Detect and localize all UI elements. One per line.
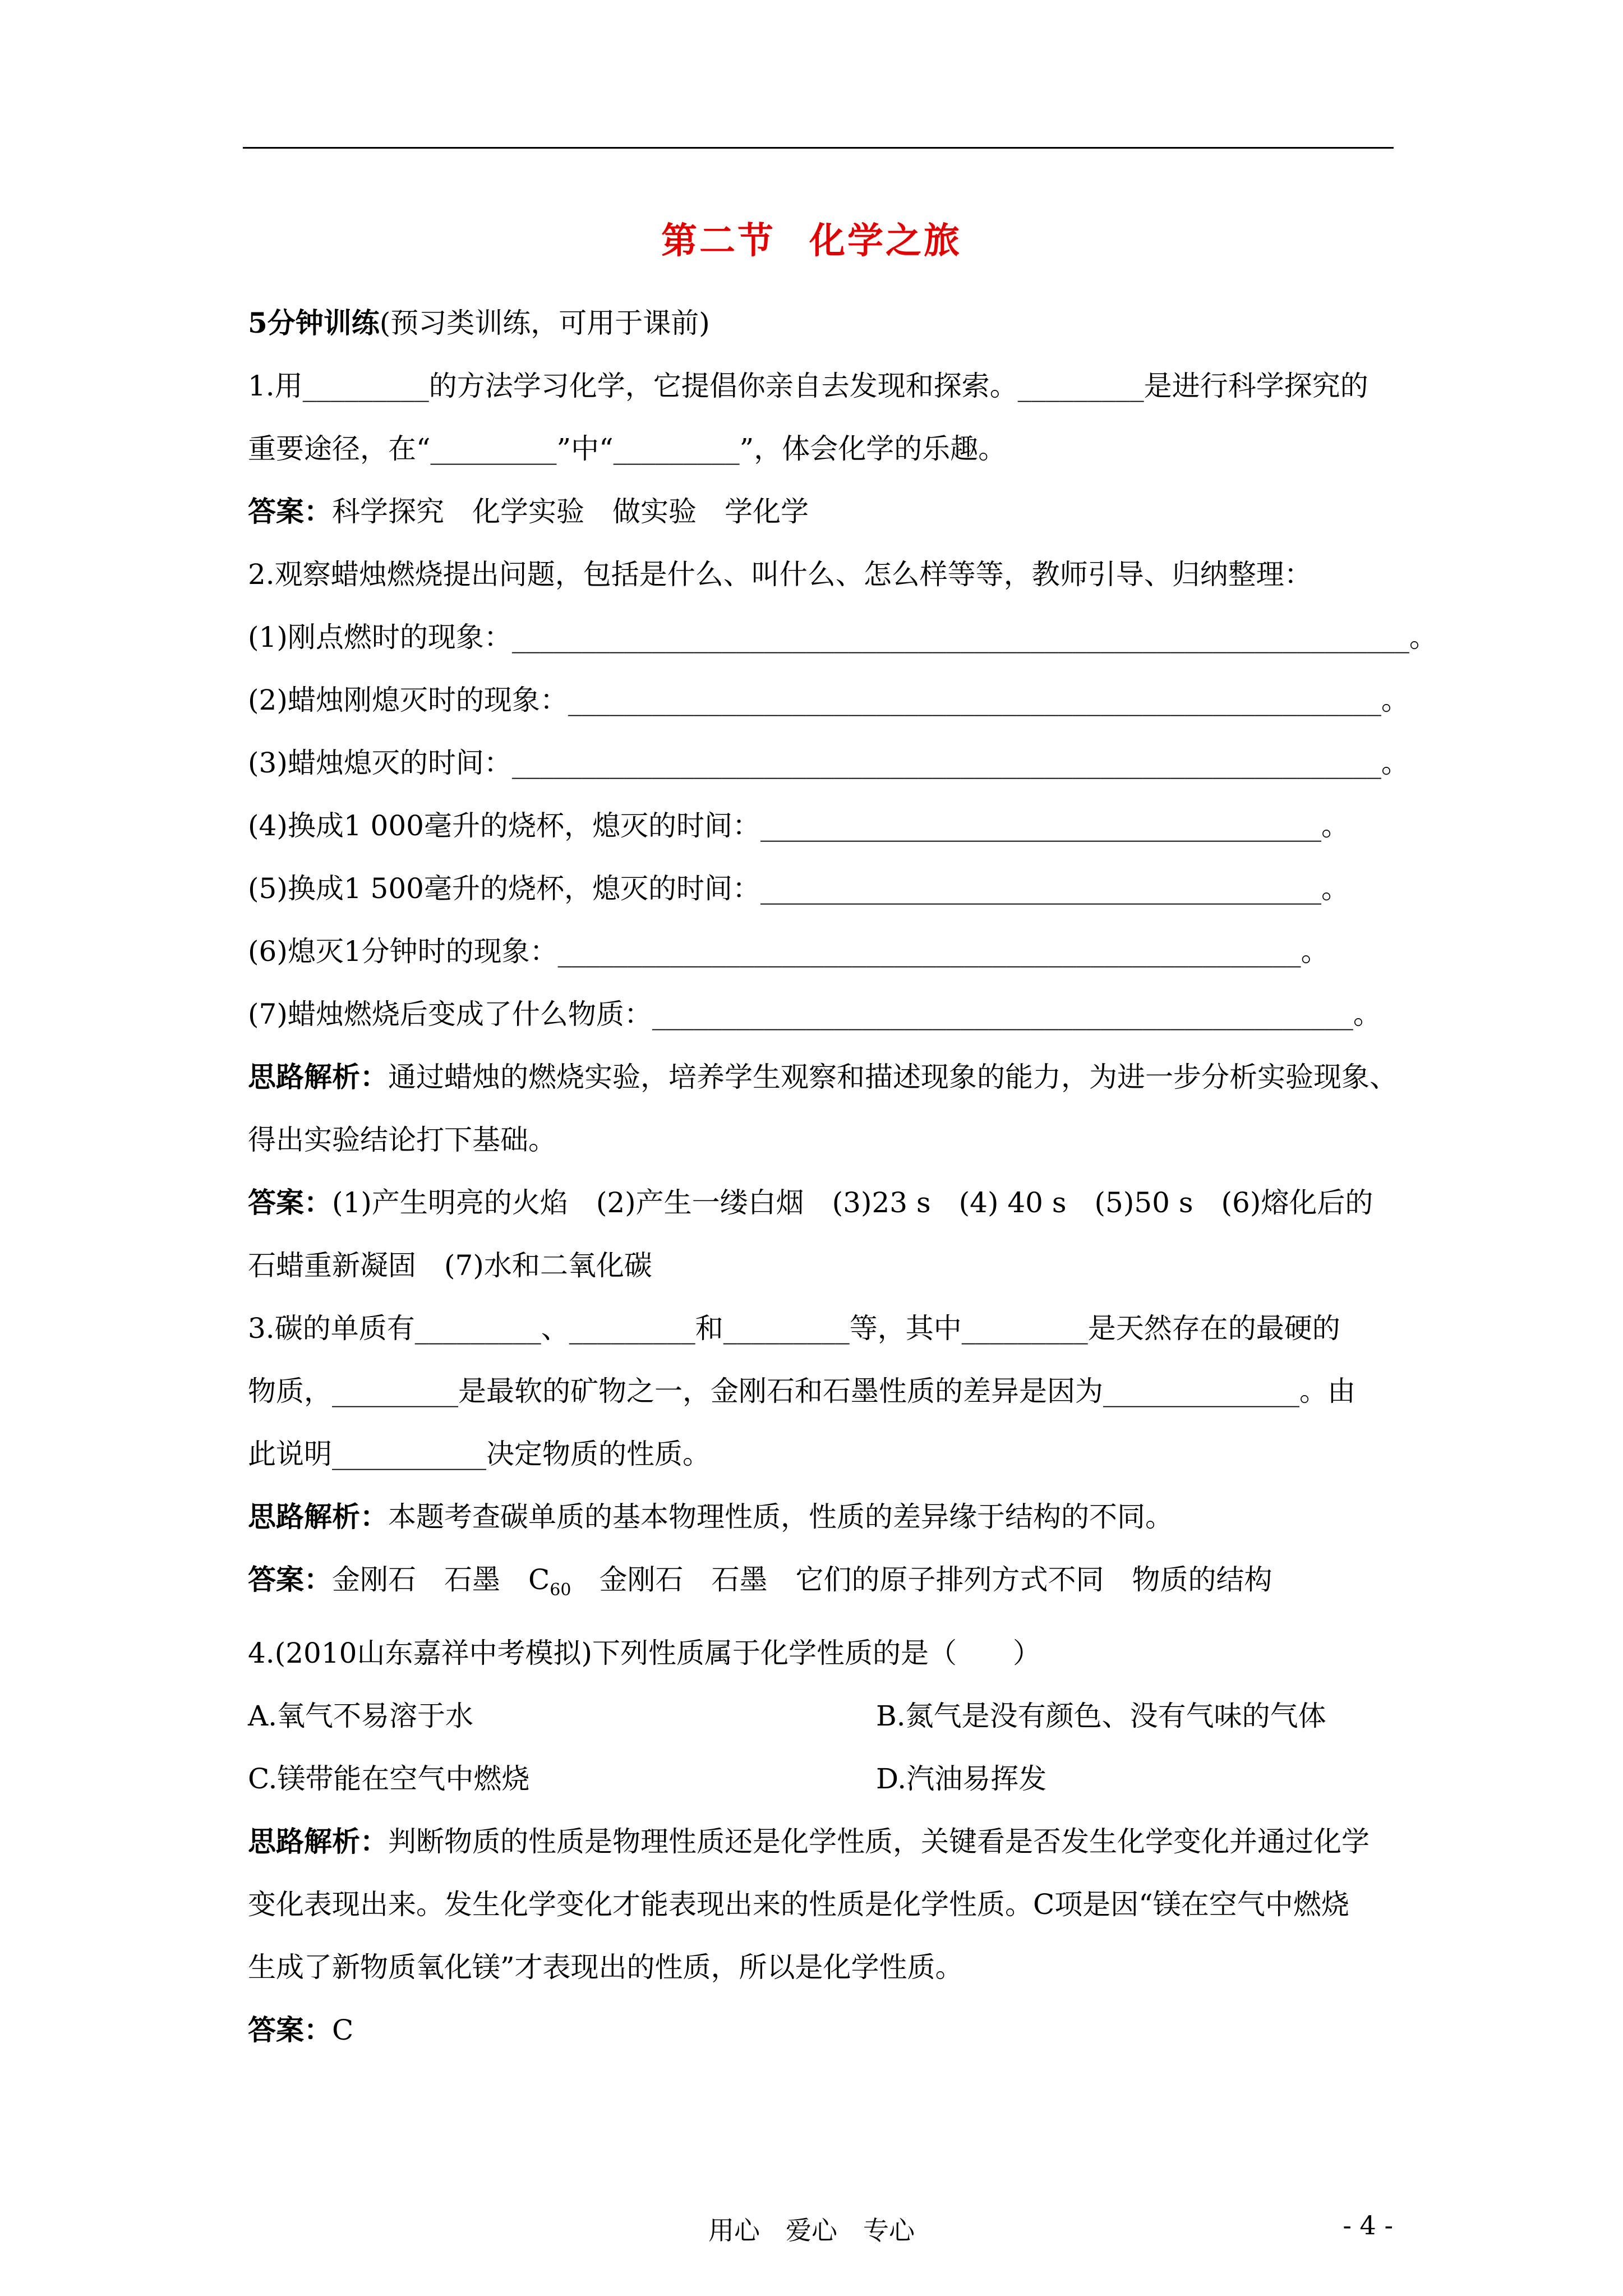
answer-label: 答案： — [248, 1186, 332, 1219]
question-1-line-1: 1.用_________的方法学习化学，它提倡你亲自去发现和探索。_________是进行科学探究的 — [248, 370, 1368, 402]
answer-text: 科学探究 化学实验 做实验 学化学 — [332, 495, 809, 528]
question-1-line-2: 重要途径，在“_________”中“_________”，体会化学的乐趣。 — [248, 432, 1007, 465]
answer-label: 答案： — [248, 1563, 332, 1596]
analysis-2-line-2: 得出实验结论打下基础。 — [248, 1124, 556, 1156]
answer-text: (1)产生明亮的火焰 (2)产生一缕白烟 (3)23 s (4) 40 s (5)50 s (6)熔化后的 — [332, 1186, 1373, 1219]
analysis-text: 本题考查碳单质的基本物理性质，性质的差异缘于结构的不同。 — [388, 1501, 1173, 1533]
section-heading — [248, 292, 1386, 355]
option-a: A.氧气不易溶于水 — [248, 1700, 474, 1732]
question-4-stem: 4.(2010山东嘉祥中考模拟)下列性质属于化学性质的是（ ） — [248, 1637, 1041, 1669]
title-section-name: 化学之旅 — [809, 220, 962, 262]
document-body — [248, 292, 1437, 2062]
answer-4 — [248, 1999, 1386, 2062]
analysis-text: 判断物质的性质是物理性质还是化学性质，关键看是否发生化学变化并通过化学 — [388, 1825, 1370, 1858]
analysis-text: 通过蜡烛的燃烧实验，培养学生观察和描述现象的能力，为进一步分析实验现象、 — [388, 1061, 1398, 1093]
analysis-4-line-2: 变化表现出来。发生化学变化才能表现出来的性质是化学性质。C项是因“镁在空气中燃烧 — [248, 1888, 1349, 1921]
analysis-3 — [248, 1485, 1386, 1548]
title-section-number: 第二节 — [661, 220, 776, 262]
question-2-item-4: (4)换成1 000毫升的烧杯，熄灭的时间：________________________________________。 — [248, 809, 1349, 842]
analysis-2-line-1 — [248, 1046, 1398, 1108]
question-3-line-2: 物质，_________是最软的矿物之一，金刚石和石墨性质的差异是因为______________。由 — [248, 1375, 1355, 1407]
page-number: - 4 - — [1343, 2210, 1393, 2240]
answer-text-post: 金刚石 石墨 它们的原子排列方式不同 物质的结构 — [571, 1563, 1272, 1596]
page-title — [0, 212, 1623, 264]
option-b: B.氮气是没有颜色、没有气味的气体 — [876, 1700, 1326, 1732]
question-2-item-7: (7)蜡烛燃烧后变成了什么物质：__________________________________________________。 — [248, 998, 1381, 1030]
question-4-options-row-2 — [248, 1747, 1386, 1810]
footer-motto: 用心 爱心 专心 — [708, 2215, 915, 2246]
question-2-item-1: (1)刚点燃时的现象：________________________________________________________________。 — [248, 621, 1437, 654]
analysis-label: 思路解析： — [248, 1060, 388, 1093]
section-heading-note: (预习类训练，可用于课前) — [379, 307, 710, 339]
answer-3 — [248, 1548, 1386, 1622]
option-d: D.汽油易挥发 — [876, 1763, 1047, 1795]
analysis-4-line-1 — [248, 1810, 1386, 1873]
header-rule — [243, 147, 1394, 149]
c60-subscript: 60 — [550, 1580, 571, 1600]
question-2-item-2: (2)蜡烛刚熄灭时的现象：__________________________________________________________。 — [248, 684, 1409, 716]
section-heading-bold: 5分钟训练 — [248, 306, 380, 339]
question-2-item-3: (3)蜡烛熄灭的时间：______________________________________________________________。 — [248, 747, 1409, 779]
answer-label: 答案： — [248, 2013, 332, 2046]
answer-label: 答案： — [248, 495, 332, 528]
answer-2-line-1 — [248, 1171, 1386, 1234]
question-3-line-3: 此说明___________决定物质的性质。 — [248, 1438, 711, 1470]
question-2-item-6: (6)熄灭1分钟时的现象：_____________________________________________________。 — [248, 935, 1329, 968]
question-2-item-5: (5)换成1 500毫升的烧杯，熄灭的时间：________________________________________。 — [248, 872, 1349, 905]
option-c: C.镁带能在空气中燃烧 — [248, 1763, 530, 1795]
answer-1 — [248, 480, 1386, 543]
answer-text: C — [332, 2014, 354, 2046]
analysis-label: 思路解析： — [248, 1825, 388, 1858]
question-4-options-row-1 — [248, 1685, 1386, 1747]
answer-2-line-2: 石蜡重新凝固 (7)水和二氧化碳 — [248, 1249, 652, 1282]
analysis-4-line-3: 生成了新物质氧化镁”才表现出的性质，所以是化学性质。 — [248, 1951, 963, 1984]
question-2-stem: 2.观察蜡烛燃烧提出问题，包括是什么、叫什么、怎么样等等，教师引导、归纳整理： — [248, 558, 1312, 591]
analysis-label: 思路解析： — [248, 1500, 388, 1533]
question-3-line-1: 3.碳的单质有_________、_________和_________等，其中_________是天然存在的最硬的 — [248, 1312, 1340, 1345]
answer-text-pre: 金刚石 石墨 C — [332, 1563, 550, 1596]
